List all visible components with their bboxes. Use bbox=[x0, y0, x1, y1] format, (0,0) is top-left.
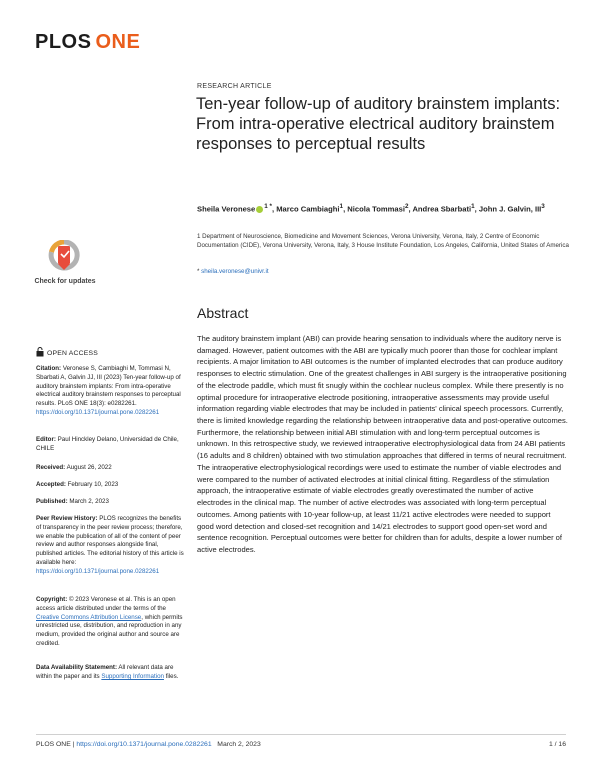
accepted-block bbox=[36, 481, 184, 490]
author-list bbox=[197, 201, 577, 215]
editor-label: Editor: bbox=[36, 436, 56, 443]
data-availability-label: Data Availability Statement: bbox=[36, 664, 118, 671]
citation-text: Veronese S, Cambiaghi M, Tommasi N, Sbarbati A, Galvin JJ, III (2023) Ten-year follow-up of auditory brainstem implants: From intra-operative electrical auditory brainstem responses to perceptual results. PLoS ONE 18(3): e0282261. bbox=[36, 365, 181, 408]
accepted-label: Accepted: bbox=[36, 481, 66, 488]
author-name[interactable]: , Nicola Tommasi bbox=[343, 204, 405, 214]
footer-citation bbox=[36, 741, 261, 748]
author-sup: 1 bbox=[471, 203, 475, 210]
peer-review-label: Peer Review History: bbox=[36, 515, 98, 522]
journal-logo[interactable] bbox=[35, 31, 140, 54]
footer-doi-link[interactable]: https://doi.org/10.1371/journal.pone.0282261 bbox=[76, 741, 212, 748]
published-block bbox=[36, 498, 184, 507]
received-block bbox=[36, 464, 184, 473]
peer-review-doi-link[interactable]: https://doi.org/10.1371/journal.pone.0282261 bbox=[36, 567, 160, 575]
citation-doi-link[interactable]: https://doi.org/10.1371/journal.pone.0282261 bbox=[36, 408, 160, 416]
peer-review-text: PLOS recognizes the benefits of transparency in the peer review process; therefore, we enable the publication of all of the content of peer review and author responses alongside final, published articles. The editorial history of this article is available here: bbox=[36, 515, 184, 566]
author-name[interactable]: , John J. Galvin, III bbox=[474, 204, 542, 214]
license-link[interactable]: Creative Commons Attribution License bbox=[36, 613, 142, 621]
article-title: Ten-year follow-up of auditory brainstem implants: From intra-operative electrical auditory brainstem responses to perceptual results bbox=[196, 95, 561, 153]
orcid-icon[interactable] bbox=[256, 206, 263, 213]
email-marker: * bbox=[197, 268, 202, 275]
copyright-text-2: , which permits unrestricted use, distribution, and reproduction in any medium, provided the original author and source are credited. bbox=[36, 613, 183, 647]
published-date: March 2, 2023 bbox=[67, 498, 109, 505]
copyright-label: Copyright: bbox=[36, 596, 68, 603]
open-access-label bbox=[36, 347, 98, 357]
author-name[interactable]: , Marco Cambiaghi bbox=[272, 204, 340, 214]
author-name[interactable]: Sheila Veronese bbox=[197, 204, 256, 214]
abstract-body: The auditory brainstem implant (ABI) can provide hearing sensation to individuals where the auditory nerve is damaged. However, patient outcomes with the ABI are typically much poorer than those for cochlear implant recipients. A major limitation to ABI outcomes is the number of implanted electrodes that can produce auditory responses to electric stimulation. One of the greatest challenges in ABI surgery is the intraoperative positioning of the electrode paddle, which must fit snugly within the cochlear nucleus complex. While there presently is no optimal procedure for intraoperative electrode positioning, intraoperative assessments may provide useful information regarding viable electrodes that may be included in patients' clinical speech processors. Currently, there is limited knowledge regarding the relationship between intraoperative data and post-operative outcomes. Furthermore, the relationship between initial ABI stimulation with and long-term perceptual outcomes is unknown. In this retrospective study, we reviewed intraoperative electrophysiological data from 24 ABI patients (16 adults and 8 children) obtained with two stimulation approaches that differed in terms of neural recruitment. The intraoperative electrophysiological recordings were used to estimate the number of viable electrodes and were compared to the number of activated electrodes at initial clinical fitting. Regardless of the stimulation approach, the intraoperative estimate of viable electrodes greatly overestimated the number of active electrodes in the clinical map. The number of active electrodes was associated with long-term perceptual outcomes. Among patients with 10-year follow-up, at least 11/21 active electrodes were needed to support good word detection and closed-set recognition and 14/21 electrodes to support good open-set word and sentence recognition. Perceptual outcomes were better for children than for adults, despite a lower number of active electrodes. bbox=[197, 334, 568, 554]
peer-review-block bbox=[36, 515, 184, 577]
author-sup: 2 bbox=[404, 203, 409, 210]
copyright-block bbox=[36, 596, 184, 649]
open-access-text: OPEN ACCESS bbox=[47, 350, 98, 357]
footer-separator: | bbox=[70, 741, 77, 748]
affiliations: 1 Department of Neuroscience, Biomedicine and Movement Sciences, Verona University, Verona, Italy, 2 Centre of Economic Documentation (CIDE), Verona University, Verona, Italy, 3 House Institute Foundation, Los Angeles, California, United States of America bbox=[197, 233, 569, 250]
received-date: August 26, 2022 bbox=[65, 464, 112, 471]
received-label: Received: bbox=[36, 464, 66, 471]
logo-plos: PLOS bbox=[35, 31, 92, 53]
citation-label: Citation: bbox=[36, 365, 62, 372]
check-for-updates-icon bbox=[48, 240, 80, 276]
supporting-info-link[interactable]: Supporting Information bbox=[101, 672, 164, 680]
author-sup: 1 bbox=[339, 203, 344, 210]
author-sup: 3 bbox=[541, 203, 545, 210]
footer-date: March 2, 2023 bbox=[217, 741, 261, 748]
citation-block bbox=[36, 365, 184, 418]
author-sup: 1 * bbox=[264, 203, 273, 210]
corresponding-email bbox=[197, 268, 269, 275]
footer-journal: PLOS ONE bbox=[36, 741, 71, 748]
accepted-date: February 10, 2023 bbox=[65, 481, 119, 488]
page-footer bbox=[36, 734, 566, 748]
check-for-updates-badge[interactable] bbox=[33, 240, 97, 304]
published-label: Published: bbox=[36, 498, 68, 505]
data-availability-block bbox=[36, 664, 184, 682]
abstract-heading: Abstract bbox=[197, 305, 249, 321]
logo-one: ONE bbox=[95, 31, 141, 53]
copyright-text: © 2023 Veronese et al. This is an open access article distributed under the terms of the bbox=[36, 596, 176, 612]
email-link[interactable]: sheila.veronese@univr.it bbox=[201, 268, 269, 275]
open-lock-icon bbox=[36, 347, 44, 357]
article-type: RESEARCH ARTICLE bbox=[197, 83, 272, 90]
data-availability-text-2: files. bbox=[163, 672, 179, 680]
editor-block bbox=[36, 436, 184, 454]
editor-text: Paul Hinckley Delano, Universidad de Chile, CHILE bbox=[36, 436, 179, 452]
page-number: 1 / 16 bbox=[548, 741, 566, 748]
check-for-updates-label: Check for updates bbox=[34, 278, 96, 285]
author-name[interactable]: , Andrea Sbarbati bbox=[408, 204, 472, 214]
data-availability-text: All relevant data are within the paper and its bbox=[36, 664, 174, 680]
